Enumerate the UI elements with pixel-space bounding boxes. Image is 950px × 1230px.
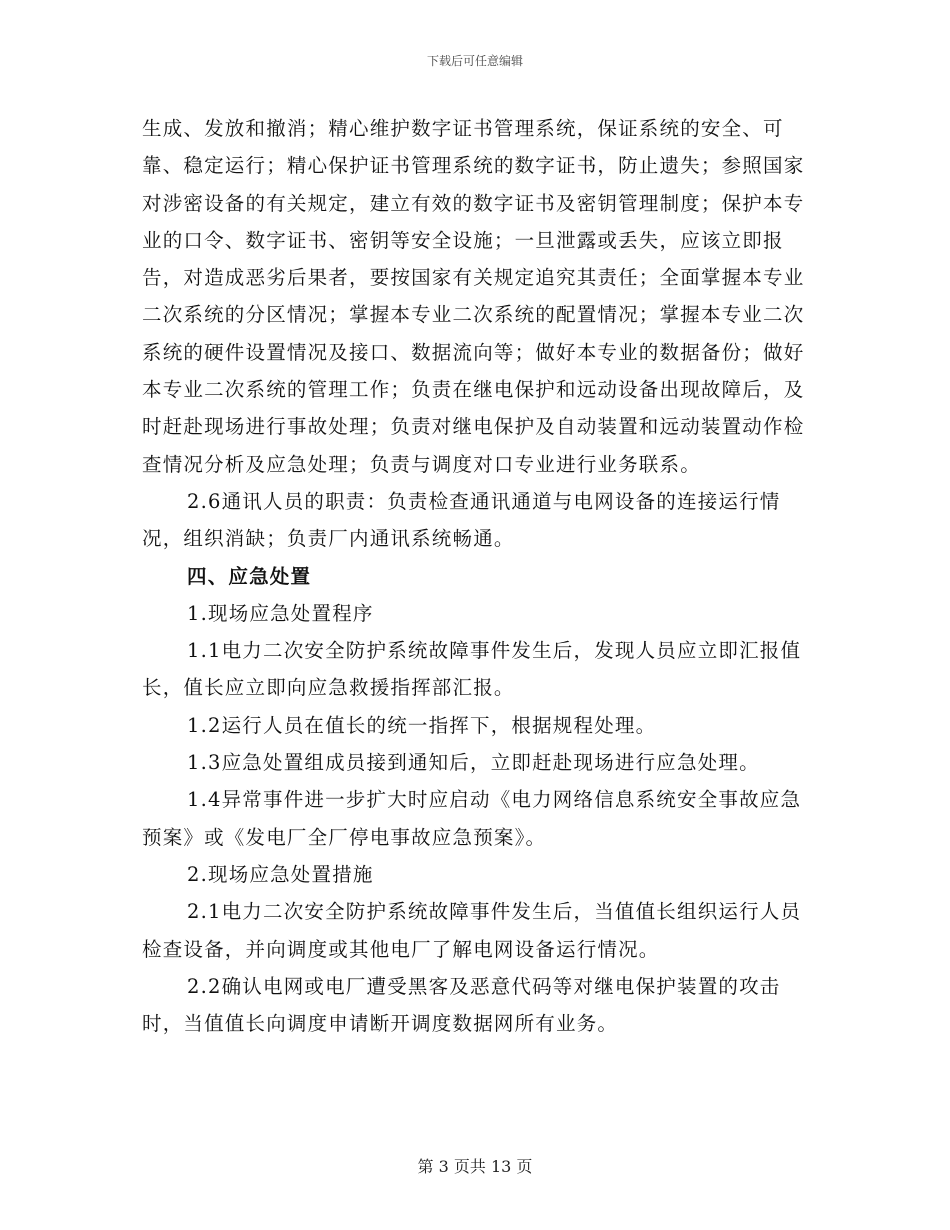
subsection-2-title: 2.现场应急处置措施 xyxy=(187,862,374,886)
subsection-1-title: 1.现场应急处置程序 xyxy=(187,601,374,625)
paragraph-1-1: 1.1电力二次安全防护系统故障事件发生后，发现人员应立即汇报值长，值长应立即向应急救援指挥部汇报。 xyxy=(142,639,802,700)
document-body xyxy=(142,110,812,1042)
paragraph-1-3: 1.3应急处置组成员接到通知后，立即赶赴现场进行应急处理。 xyxy=(187,751,760,775)
paragraph-1-2: 1.2运行人员在值长的统一指挥下，根据规程处理。 xyxy=(187,713,657,737)
paragraph-duties-continued: 生成、发放和撤消；精心维护数字证书管理系统，保证系统的安全、可靠、稳定运行；精心保护证书管理系统的数字证书，防止遗失；参照国家对涉密设备的有关规定，建立有效的数字证书及密钥管理制度；保护本专业的口令、数字证书、密钥等安全设施；一旦泄露或丢失，应该立即报告，对造成恶劣后果者，要按国家有关规定追究其责任；全面掌握本专业二次系统的分区情况；掌握本专业二次系统的配置情况；掌握本专业二次系统的硬件设置情况及接口、数据流向等；做好本专业的数据备份；做好本专业二次系统的管理工作；负责在继电保护和远动设备出现故障后，及时赶赴现场进行事故处理；负责对继电保护及自动装置和远动装置动作检查情况分析及应急处理；负责与调度对口专业进行业务联系。 xyxy=(142,117,805,476)
paragraph-2-2: 2.2确认电网或电厂遭受黑客及恶意代码等对继电保护装置的攻击时，当值值长向调度申请断开调度数据网所有业务。 xyxy=(142,974,781,1036)
paragraph-2-1: 2.1电力二次安全防护系统故障事件发生后，当值值长组织运行人员检查设备，并向调度或其他电厂了解电网设备运行情况。 xyxy=(142,900,802,961)
paragraph-1-4: 1.4异常事件进一步扩大时应启动《电力网络信息系统安全事故应急预案》或《发电厂全厂停电事故应急预案》。 xyxy=(142,788,802,849)
paragraph-2-6: 2.6通讯人员的职责：负责检查通讯通道与电网设备的连接运行情况，组织消缺；负责厂内通讯系统畅通。 xyxy=(142,489,781,551)
page-footer: 第 3 页共 13 页 xyxy=(417,1157,533,1176)
section-heading-emergency: 四、应急处置 xyxy=(187,564,312,588)
page-header: 下载后可任意编辑 xyxy=(426,54,523,68)
